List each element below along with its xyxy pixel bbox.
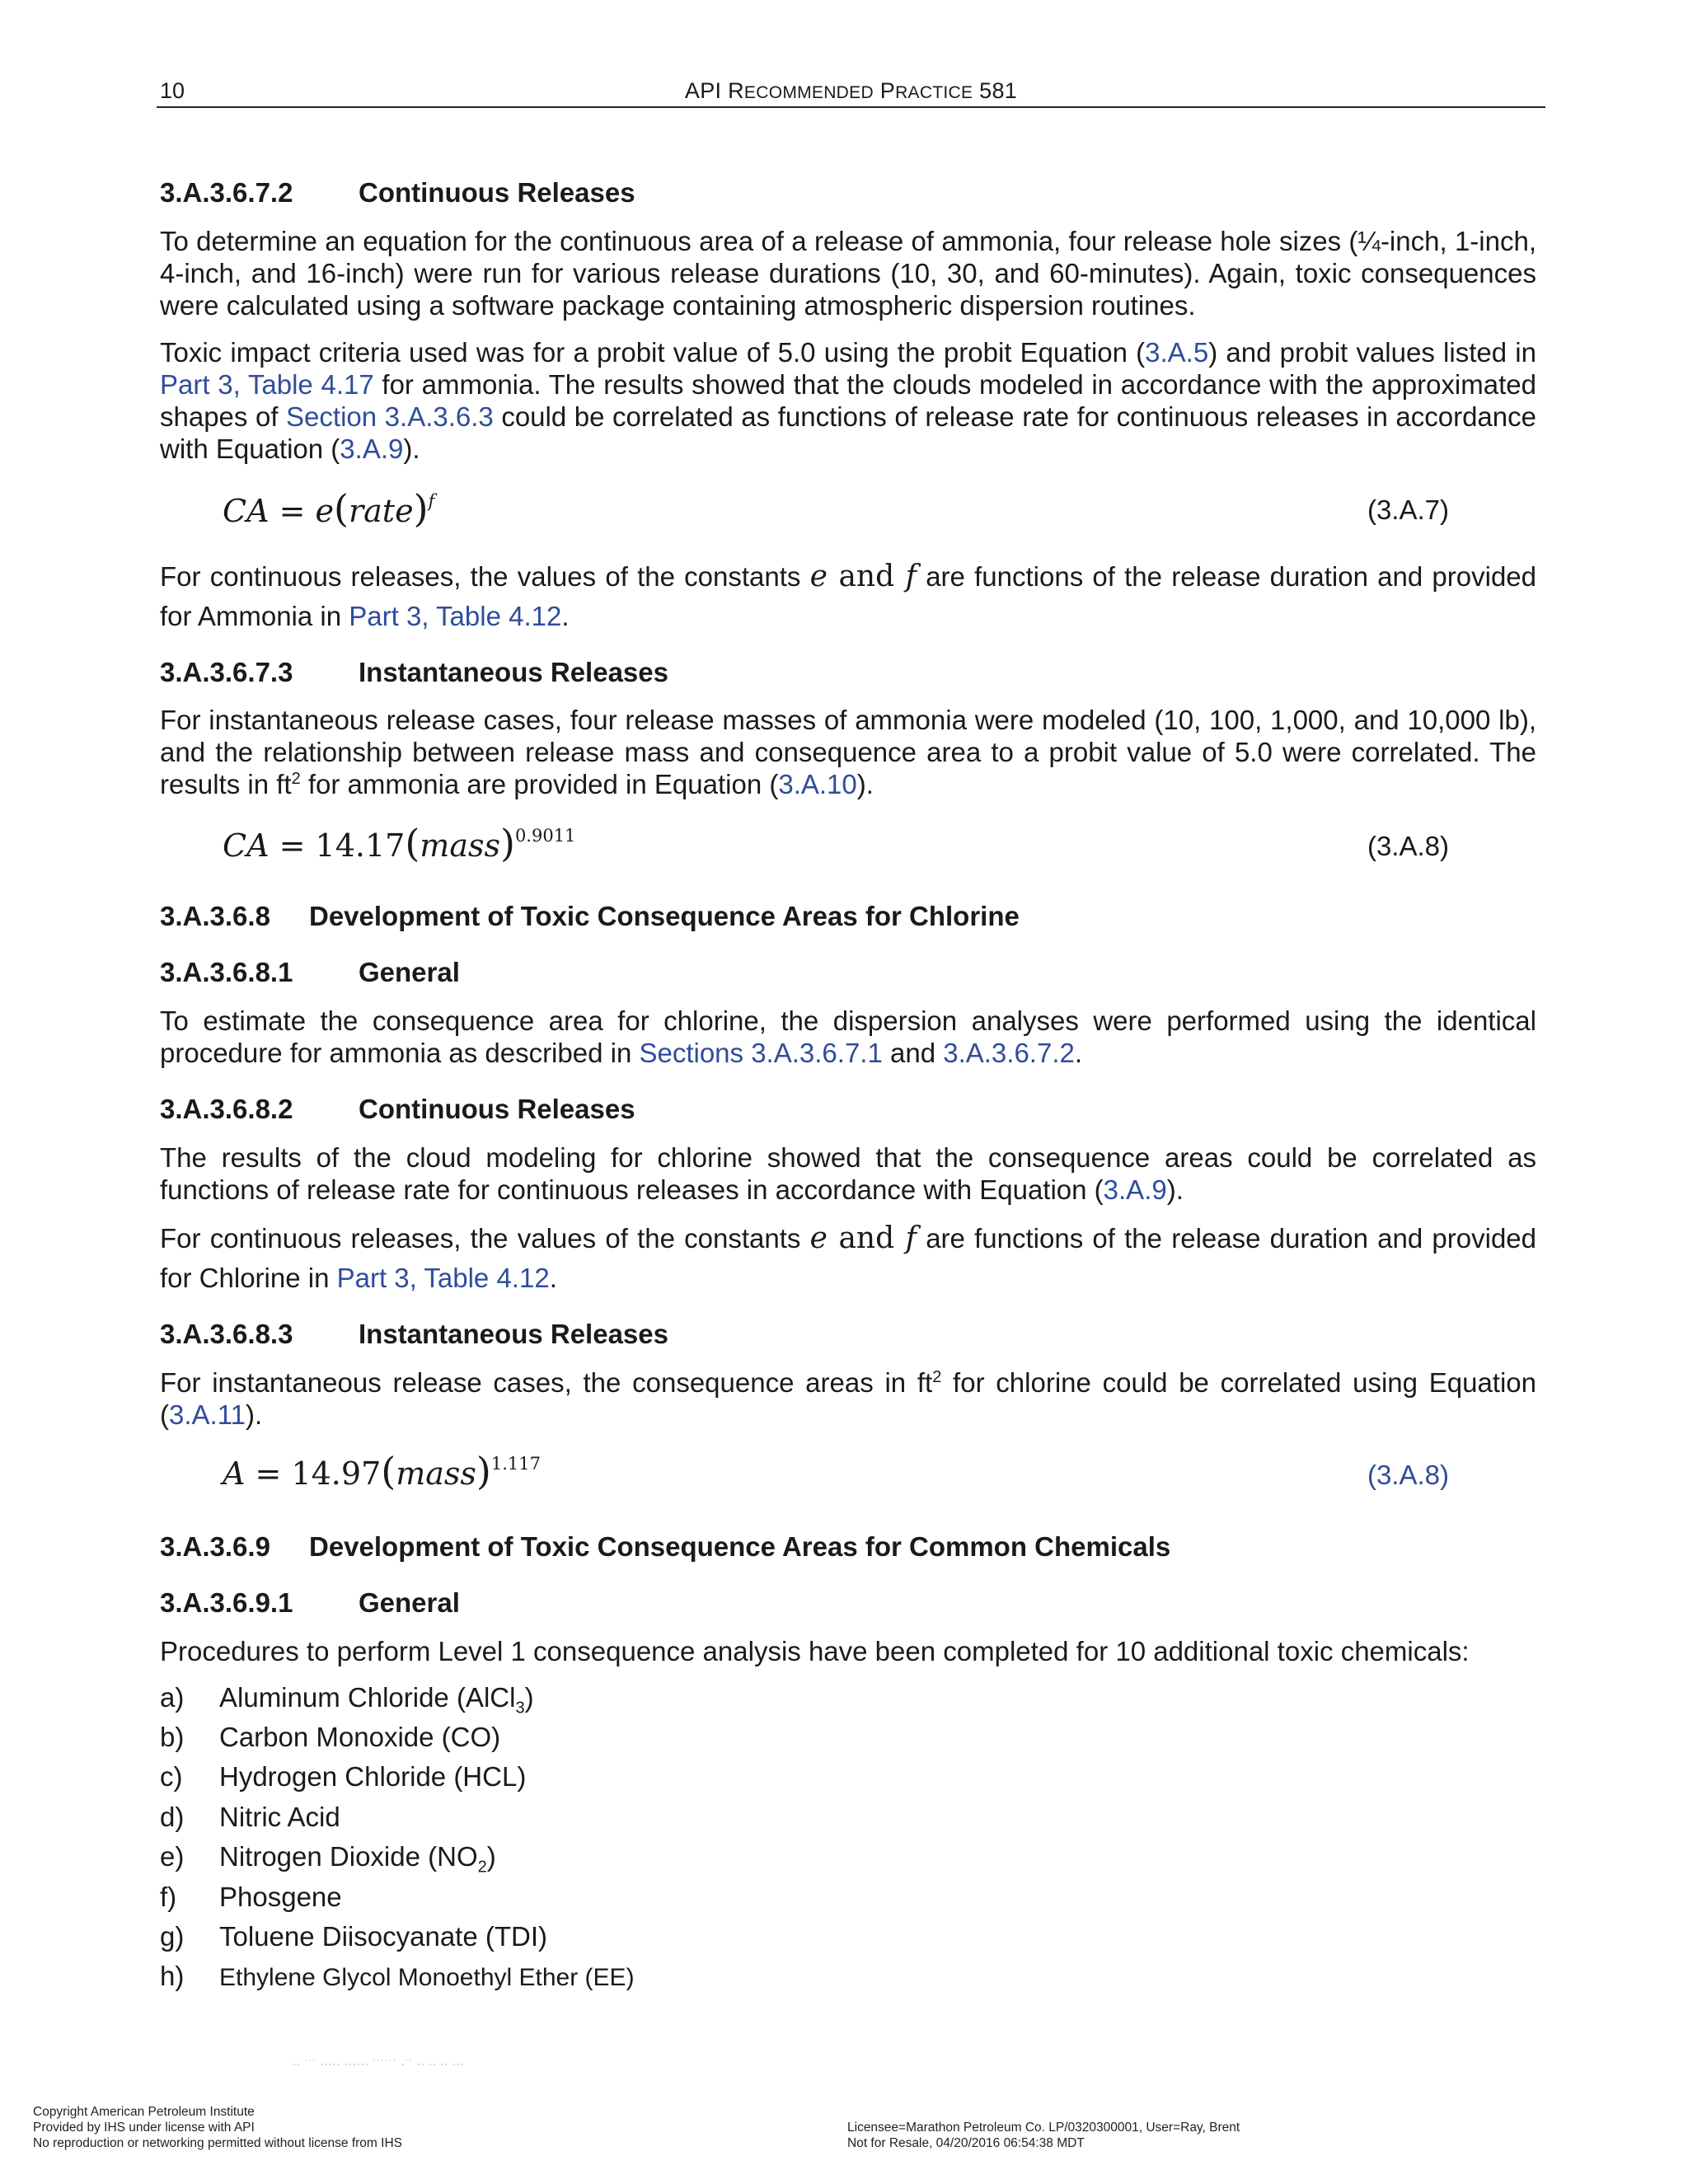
footer-license: Licensee=Marathon Petroleum Co. LP/0320300001, User=Ray, Brent Not for Resale, 04/20/2016 06:54:38 MDT bbox=[847, 2121, 1240, 2150]
paragraph-constants-chlorine: For continuous releases, the values of the constants e and f are functions of the release duration and provided for Chlorine in Part 3, Table 4.12. bbox=[160, 1221, 1537, 1293]
link-eq-3a10[interactable]: 3.A.10 bbox=[778, 769, 857, 799]
list-item: b) Carbon Monoxide (CO) bbox=[160, 1722, 501, 1752]
paragraph-continuous-ammonia: To determine an equation for the continuous area of a release of ammonia, four release hole sizes (¼-inch, 1-inch, 4-inch, and 16-inch) were run for various release durations (10, 30, and 60-minutes). Again, toxic consequences were calculated using a software package containing atmospheric dispersion routines. bbox=[160, 226, 1536, 321]
section-heading-3a369: 3.A.3.6.9 Development of Toxic Consequence Areas for Common Chemicals bbox=[160, 1531, 1171, 1562]
paragraph-common-chemicals: Procedures to perform Level 1 consequence analysis have been completed for 10 additional toxic chemicals: bbox=[160, 1636, 1470, 1666]
section-heading-3a3691: 3.A.3.6.9.1 General bbox=[160, 1587, 460, 1618]
paragraph-chlorine-continuous: The results of the cloud modeling for chlorine showed that the consequence areas could be correlated as functions of release rate for continuous releases in accordance with Equation (3.A.9). bbox=[160, 1142, 1536, 1205]
scan-artifact: ·· ˙˙˙ ····· ······ ˙˙˙˙˙˙ ·˙˙ ·· ·· ·· ··· bbox=[293, 2058, 465, 2069]
paragraph-chlorine-instantaneous: For instantaneous release cases, the consequence areas in $ft^2$ for chlorine could be correlated using Equation (3.A.11). bbox=[160, 1367, 1537, 1430]
paragraph-constants-ammonia: For continuous releases, the values of the constants e and f are functions of the release duration and provided for Ammonia in Part 3, Table 4.12. bbox=[160, 560, 1537, 631]
document-title: API RECOMMENDED PRACTICE 581 bbox=[684, 78, 1018, 103]
link-part3-table-417[interactable]: Part 3, Table 4.17 bbox=[160, 369, 374, 400]
section-heading-3a3681: 3.A.3.6.8.1 General bbox=[160, 957, 460, 987]
list-item: e) Nitrogen Dioxide $(NO_2)$ bbox=[160, 1841, 496, 1877]
list-item: d) Nitric Acid bbox=[160, 1802, 340, 1832]
link-eq-3a11[interactable]: 3.A.11 bbox=[169, 1399, 246, 1430]
equation-number-3a7: (3.A.7) bbox=[1367, 494, 1449, 525]
link-eq-3a5[interactable]: 3.A.5 bbox=[1145, 337, 1209, 368]
footer-copyright: Copyright American Petroleum Institute Provided by IHS under license with API No reproduction or networking permitted without license from IHS bbox=[33, 2105, 402, 2150]
equation-3a7: CA = e(rate)$^f$ bbox=[223, 486, 435, 531]
link-sections-3a36671[interactable]: Sections 3.A.3.6.7.1 bbox=[639, 1038, 883, 1068]
section-heading-3a368: 3.A.3.6.8 Development of Toxic Consequence Areas for Chlorine bbox=[160, 901, 1020, 931]
list-item: c) Hydrogen Chloride (HCL) bbox=[160, 1761, 527, 1792]
page-number: 10 bbox=[160, 78, 185, 103]
link-eq-3a9[interactable]: 3.A.9 bbox=[340, 434, 404, 464]
section-heading-3a3672: 3.A.3.6.7.2 Continuous Releases bbox=[160, 177, 635, 208]
paragraph-chlorine-general: To estimate the consequence area for chlorine, the dispersion analyses were performed using the identical procedure for ammonia as described in Sections 3.A.3.6.7.1 and 3.A.3.6.7.2. bbox=[160, 1005, 1536, 1068]
link-section-3a36672[interactable]: 3.A.3.6.7.2 bbox=[943, 1038, 1075, 1068]
link-part3-table-412[interactable]: Part 3, Table 4.12 bbox=[349, 601, 562, 631]
equation-chlorine-mass: A = 14.97(mass)$^{1.117}$ bbox=[223, 1449, 541, 1493]
link-eq-3a9-chlorine[interactable]: 3.A.9 bbox=[1103, 1174, 1167, 1205]
section-heading-3a3683: 3.A.3.6.8.3 Instantaneous Releases bbox=[160, 1319, 668, 1349]
section-heading-3a3682: 3.A.3.6.8.2 Continuous Releases bbox=[160, 1094, 635, 1124]
paragraph-toxic-impact-criteria: Toxic impact criteria used was for a probit value of 5.0 using the probit Equation (3.A.5) and probit values listed in Part 3, Table 4.17 for ammonia. The results showed that the clouds modeled in accordance with the approximated shapes of Section 3.A.3.6.3 could be correlated as functions of release rate for continuous releases in accordance with Equation (3.A.9). bbox=[160, 337, 1536, 464]
section-heading-3a3673: 3.A.3.6.7.3 Instantaneous Releases bbox=[160, 657, 668, 687]
link-part3-table-412-chlorine[interactable]: Part 3, Table 4.12 bbox=[336, 1263, 550, 1293]
equation-number-3a8-chlorine[interactable]: (3.A.8) bbox=[1367, 1460, 1449, 1490]
equation-ammonia-mass: CA = 14.17(mass)$^{0.9011}$ bbox=[223, 821, 576, 865]
list-item: g) Toluene Diisocyanate (TDI) bbox=[160, 1921, 547, 1952]
link-section-3a363[interactable]: Section 3.A.3.6.3 bbox=[286, 401, 494, 432]
list-item: h) Ethylene Glycol Monoethyl Ether (EE) bbox=[160, 1961, 635, 1991]
list-item: a) Aluminum Chloride (AlCl$_3$) bbox=[160, 1682, 534, 1718]
paragraph-instantaneous-ammonia: For instantaneous release cases, four release masses of ammonia were modeled (10, 100, 1,000, and 10,000 lb), and the relationship between release mass and consequence area to a probit value of 5.0 were correlated. The results in $ft^2$ for ammonia are provided in Equation (3.A.10). bbox=[160, 705, 1536, 799]
equation-number-3a8: (3.A.8) bbox=[1367, 831, 1449, 861]
list-item: f) Phosgene bbox=[160, 1882, 342, 1912]
page-header bbox=[157, 78, 1545, 108]
